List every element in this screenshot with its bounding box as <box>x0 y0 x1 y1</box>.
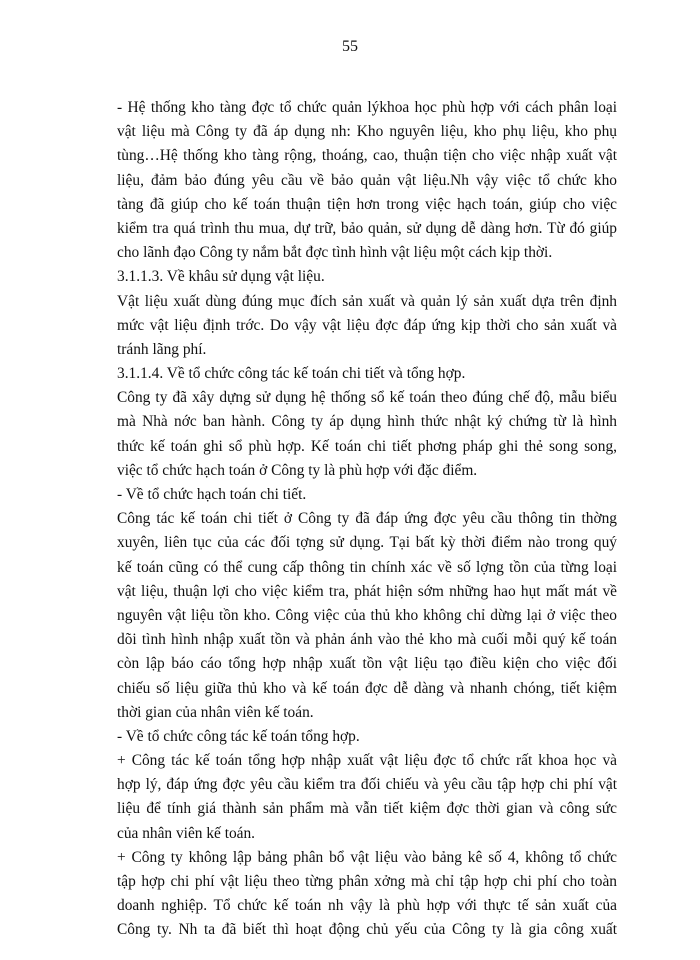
text-line: liệu để tính giá thành sản phẩm mà vẫn tiết kiệm đợc thời gian và công sức <box>117 800 617 818</box>
text-line: + Công ty không lập bảng phân bổ vật liệu vào bảng kê số 4, không tổ chức <box>117 848 617 866</box>
text-line: thời gian của nhân viên kế toán. <box>117 703 314 721</box>
text-line: vật liệu mà Công ty đã áp dụng nh: Kho nguyên liệu, kho phụ liệu, kho phụ <box>117 123 617 141</box>
page-number: 55 <box>342 38 358 55</box>
text-line: thức kế toán ghi sổ phù hợp. Kế toán chi tiết phơng pháp ghi thẻ song song, <box>117 437 617 455</box>
text-line: vật liệu, thuận lợi cho việc kiểm tra, phát hiện sớm những hao hụt mất mát về <box>117 582 617 600</box>
text-line: chiếu số liệu giữa thủ kho và kế toán đợc dễ dàng và nhanh chóng, tiết kiệm <box>117 679 617 697</box>
text-line: 3.1.1.4. Về tổ chức công tác kế toán chi tiết và tổng hợp. <box>117 365 466 383</box>
text-line: liệu, đảm bảo đúng yêu cầu về bảo quản vật liệu.Nh vậy việc tổ chức kho <box>117 171 617 189</box>
body-text <box>117 96 617 943</box>
text-line: mà Nhà nớc ban hành. Công ty áp dụng hình thức nhật ký chứng từ là hình <box>117 413 617 431</box>
text-line: xuyên, liên tục của các đối tợng sử dụng. Tại bất kỳ thời điểm nào trong quý <box>117 534 617 552</box>
text-line: kế toán cũng có thể cung cấp thông tin chính xác về số lợng tồn của từng loại <box>117 558 617 576</box>
text-line: Công tác kế toán chi tiết ở Công ty đã đáp ứng đợc yêu cầu thông tin thờng <box>117 510 617 528</box>
text-line: nguyên vật liệu tồn kho. Công việc của thủ kho không chỉ dừng lại ở việc theo <box>117 606 617 624</box>
text-line: Vật liệu xuất dùng đúng mục đích sản xuất và quản lý sản xuất dựa trên định <box>117 292 617 310</box>
text-line: cho lãnh đạo Công ty nắm bắt đợc tình hình vật liệu một cách kịp thời. <box>117 244 553 262</box>
text-line: dõi tình hình nhập xuất tồn và phản ánh vào thẻ kho mà cuối mỗi quý kế toán <box>117 631 617 649</box>
text-line: tránh lãng phí. <box>117 340 207 358</box>
text-line: tập hợp chi phí vật liệu theo từng phân xởng mà chỉ tập hợp chi phí cho toàn <box>117 873 617 890</box>
text-line: doanh nghiệp. Tổ chức kế toán nh vậy là phù hợp với thực tế sản xuất của <box>117 897 617 915</box>
text-line: + Công tác kế toán tổng hợp nhập xuất vật liệu đợc tổ chức rất khoa học và <box>117 752 617 770</box>
text-line: Công ty. Nh ta đã biết thì hoạt động chủ yếu của Công ty là gia công xuất <box>117 921 617 939</box>
text-line: của nhân viên kế toán. <box>117 824 256 842</box>
text-line: - Hệ thống kho tàng đợc tổ chức quản lýkhoa học phù hợp với cách phân loại <box>117 99 617 116</box>
text-line: việc tổ chức hạch toán ở Công ty là phù hợp với đặc điểm. <box>117 461 478 479</box>
text-line: - Về tổ chức công tác kế toán tổng hợp. <box>117 727 360 745</box>
text-line: tùng…Hệ thống kho tàng rộng, thoáng, cao, thuận tiện cho việc nhập xuất vật <box>117 147 617 165</box>
text-line: tàng đã giúp cho kế toán thuận tiện hơn trong việc hạch toán, giúp cho việc <box>117 195 617 213</box>
text-line: - Về tổ chức hạch toán chi tiết. <box>117 486 307 503</box>
text-line: còn lập báo cáo tổng hợp nhập xuất tồn vật liệu tạo điều kiện cho việc đối <box>117 655 617 673</box>
text-line: mức vật liệu định trớc. Do vậy vật liệu đợc đáp ứng kịp thời cho sản xuất và <box>117 316 617 334</box>
text-line: 3.1.1.3. Về khâu sử dụng vật liệu. <box>117 268 325 286</box>
text-line: Công ty đã xây dựng sử dụng hệ thống sổ kế toán theo đúng chế độ, mẫu biểu <box>117 389 617 407</box>
text-line: kiểm tra quá trình thu mua, dự trữ, bảo quản, sử dụng dễ dàng hơn. Từ đó giúp <box>117 219 617 237</box>
text-line: hợp lý, đáp ứng đợc yêu cầu kiểm tra đối chiếu và yêu cầu tập hợp chi phí vật <box>117 776 617 794</box>
